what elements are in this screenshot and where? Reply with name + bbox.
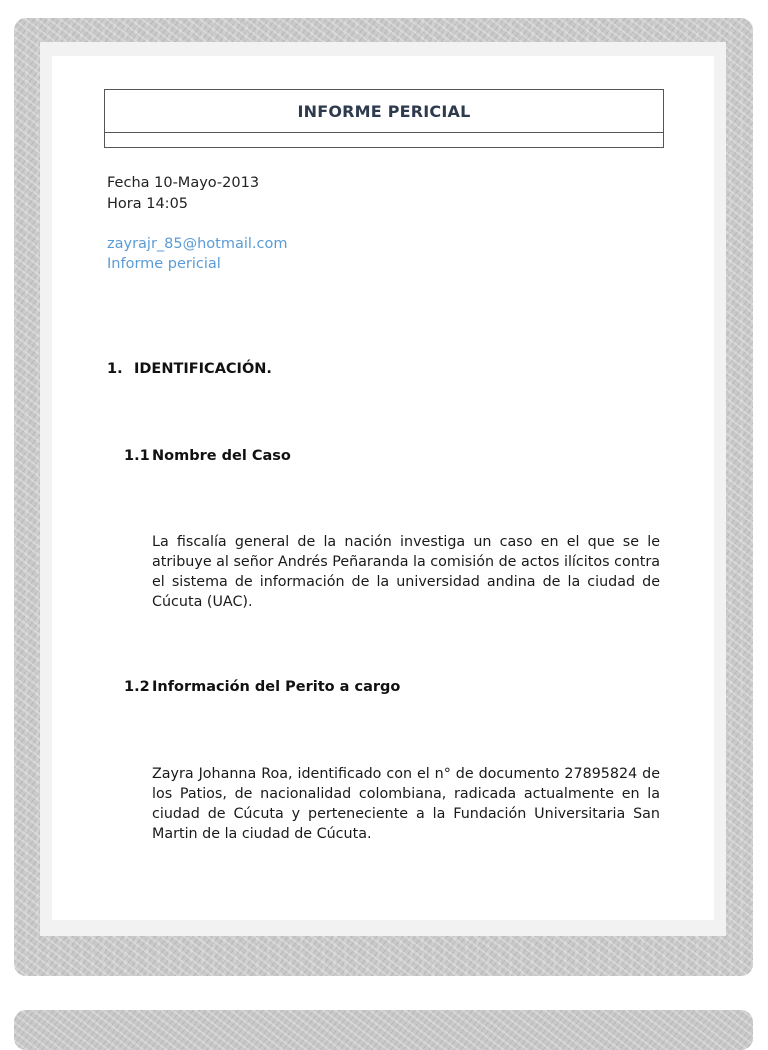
subsection-number: 1.2 [124,679,150,695]
email-link[interactable]: zayrajr_85@hotmail.com [107,236,288,252]
subsection-heading-perito [124,679,400,695]
section-title: IDENTIFICACIÓN. [134,361,272,377]
subject-link[interactable]: Informe pericial [107,256,221,272]
section-number: 1. [107,361,123,377]
hora-line: Hora 14:05 [107,196,189,212]
perito-paragraph: Zayra Johanna Roa, identificado con el n° de documento 27895824 de los Patios, de nacionalidad colombiana, radicada actualmente en la ciudad de Cúcuta y perteneciente a la Fundación Universitaria San Martin de la ciudad de Cúcuta. [152,766,660,842]
fecha-line: Fecha 10-Mayo-2013 [107,175,260,191]
subsection-title: Información del Perito a cargo [152,679,401,695]
subsection-number: 1.1 [124,448,150,464]
title-box [104,89,664,133]
section-heading-identificacion [107,361,272,377]
nombre-caso-paragraph: La fiscalía general de la nación investiga un caso en el que se le atribuye al señor Andrés Peñaranda la comisión de actos ilícitos contra el sistema de información de la universidad andina de la ciudad de Cúcuta (UAC). [152,534,660,610]
subsection-heading-nombre-caso [124,448,291,464]
next-page-frame [14,1010,753,1050]
title-underbar [104,132,664,148]
subsection-title: Nombre del Caso [152,448,291,464]
document-title: INFORME PERICIAL [297,101,471,121]
